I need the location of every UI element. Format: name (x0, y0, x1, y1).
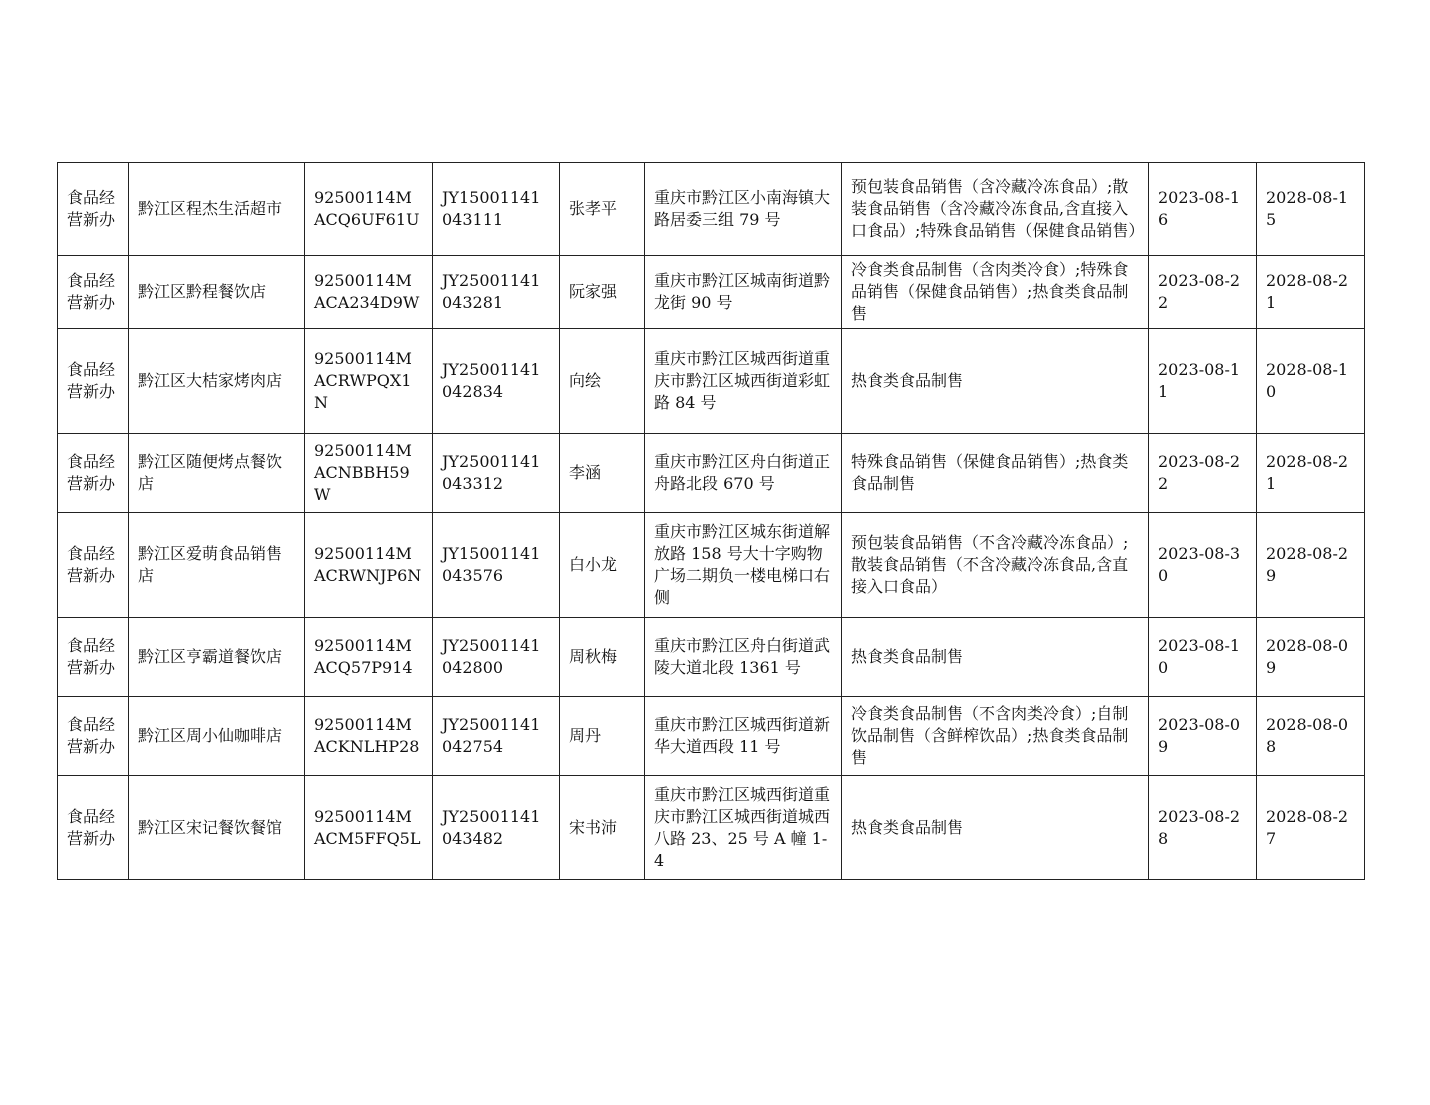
type-cell: 食品经营新办 (58, 256, 129, 329)
license-no-cell: JY25001141043281 (433, 256, 560, 329)
table-row (58, 163, 1365, 256)
table-row (58, 776, 1365, 880)
table-row (58, 697, 1365, 776)
scope-cell: 预包装食品销售（不含冷藏冷冻食品）;散装食品销售（不含冷藏冷冻食品,含直接入口食品） (842, 513, 1149, 618)
address-cell: 重庆市黔江区城西街道重庆市黔江区城西街道城西八路 23、25 号 A 幢 1-4 (645, 776, 842, 880)
scope-cell: 冷食类食品制售（含肉类冷食）;特殊食品销售（保健食品销售）;热食类食品制售 (842, 256, 1149, 329)
address-cell: 重庆市黔江区舟白街道正舟路北段 670 号 (645, 434, 842, 513)
address-cell: 重庆市黔江区城南街道黔龙街 90 号 (645, 256, 842, 329)
table-body (58, 163, 1365, 880)
issue-date-cell: 2023-08-30 (1149, 513, 1257, 618)
type-cell: 食品经营新办 (58, 618, 129, 697)
type-cell: 食品经营新办 (58, 163, 129, 256)
credit-code-cell: 92500114MACRWPQX1N (305, 329, 433, 434)
person-cell: 张孝平 (560, 163, 645, 256)
expire-date-cell: 2028-08-21 (1257, 434, 1365, 513)
person-cell: 李涵 (560, 434, 645, 513)
issue-date-cell: 2023-08-22 (1149, 434, 1257, 513)
issue-date-cell: 2023-08-10 (1149, 618, 1257, 697)
table-row (58, 329, 1365, 434)
license-no-cell: JY25001141042834 (433, 329, 560, 434)
license-no-cell: JY25001141043482 (433, 776, 560, 880)
person-cell: 宋书沛 (560, 776, 645, 880)
person-cell: 周秋梅 (560, 618, 645, 697)
expire-date-cell: 2028-08-08 (1257, 697, 1365, 776)
address-cell: 重庆市黔江区小南海镇大路居委三组 79 号 (645, 163, 842, 256)
license-no-cell: JY25001141042800 (433, 618, 560, 697)
name-cell: 黔江区亨霸道餐饮店 (129, 618, 305, 697)
scope-cell: 冷食类食品制售（不含肉类冷食）;自制饮品制售（含鲜榨饮品）;热食类食品制售 (842, 697, 1149, 776)
expire-date-cell: 2028-08-21 (1257, 256, 1365, 329)
name-cell: 黔江区黔程餐饮店 (129, 256, 305, 329)
issue-date-cell: 2023-08-28 (1149, 776, 1257, 880)
name-cell: 黔江区宋记餐饮餐馆 (129, 776, 305, 880)
address-cell: 重庆市黔江区城西街道重庆市黔江区城西街道彩虹路 84 号 (645, 329, 842, 434)
credit-code-cell: 92500114MACQ6UF61U (305, 163, 433, 256)
name-cell: 黔江区周小仙咖啡店 (129, 697, 305, 776)
person-cell: 向绘 (560, 329, 645, 434)
expire-date-cell: 2028-08-10 (1257, 329, 1365, 434)
person-cell: 周丹 (560, 697, 645, 776)
scope-cell: 预包装食品销售（含冷藏冷冻食品）;散装食品销售（含冷藏冷冻食品,含直接入口食品）;特殊食品销售（保健食品销售） (842, 163, 1149, 256)
type-cell: 食品经营新办 (58, 434, 129, 513)
license-no-cell: JY25001141042754 (433, 697, 560, 776)
credit-code-cell: 92500114MACQ57P914 (305, 618, 433, 697)
license-no-cell: JY25001141043312 (433, 434, 560, 513)
credit-code-cell: 92500114MACKNLHP28 (305, 697, 433, 776)
person-cell: 白小龙 (560, 513, 645, 618)
license-no-cell: JY15001141043111 (433, 163, 560, 256)
type-cell: 食品经营新办 (58, 697, 129, 776)
scope-cell: 热食类食品制售 (842, 776, 1149, 880)
type-cell: 食品经营新办 (58, 513, 129, 618)
issue-date-cell: 2023-08-09 (1149, 697, 1257, 776)
type-cell: 食品经营新办 (58, 329, 129, 434)
credit-code-cell: 92500114MACA234D9W (305, 256, 433, 329)
name-cell: 黔江区爱萌食品销售店 (129, 513, 305, 618)
address-cell: 重庆市黔江区城西街道新华大道西段 11 号 (645, 697, 842, 776)
name-cell: 黔江区随便烤点餐饮店 (129, 434, 305, 513)
license-table (57, 162, 1365, 880)
expire-date-cell: 2028-08-15 (1257, 163, 1365, 256)
table-row (58, 256, 1365, 329)
issue-date-cell: 2023-08-22 (1149, 256, 1257, 329)
scope-cell: 特殊食品销售（保健食品销售）;热食类食品制售 (842, 434, 1149, 513)
credit-code-cell: 92500114MACRWNJP6N (305, 513, 433, 618)
issue-date-cell: 2023-08-16 (1149, 163, 1257, 256)
scope-cell: 热食类食品制售 (842, 329, 1149, 434)
name-cell: 黔江区程杰生活超市 (129, 163, 305, 256)
expire-date-cell: 2028-08-27 (1257, 776, 1365, 880)
scope-cell: 热食类食品制售 (842, 618, 1149, 697)
name-cell: 黔江区大桔家烤肉店 (129, 329, 305, 434)
issue-date-cell: 2023-08-11 (1149, 329, 1257, 434)
table-row (58, 618, 1365, 697)
address-cell: 重庆市黔江区城东街道解放路 158 号大十字购物广场二期负一楼电梯口右侧 (645, 513, 842, 618)
credit-code-cell: 92500114MACM5FFQ5L (305, 776, 433, 880)
type-cell: 食品经营新办 (58, 776, 129, 880)
expire-date-cell: 2028-08-29 (1257, 513, 1365, 618)
person-cell: 阮家强 (560, 256, 645, 329)
address-cell: 重庆市黔江区舟白街道武陵大道北段 1361 号 (645, 618, 842, 697)
credit-code-cell: 92500114MACNBBH59W (305, 434, 433, 513)
table-row (58, 513, 1365, 618)
table-row (58, 434, 1365, 513)
license-no-cell: JY15001141043576 (433, 513, 560, 618)
expire-date-cell: 2028-08-09 (1257, 618, 1365, 697)
